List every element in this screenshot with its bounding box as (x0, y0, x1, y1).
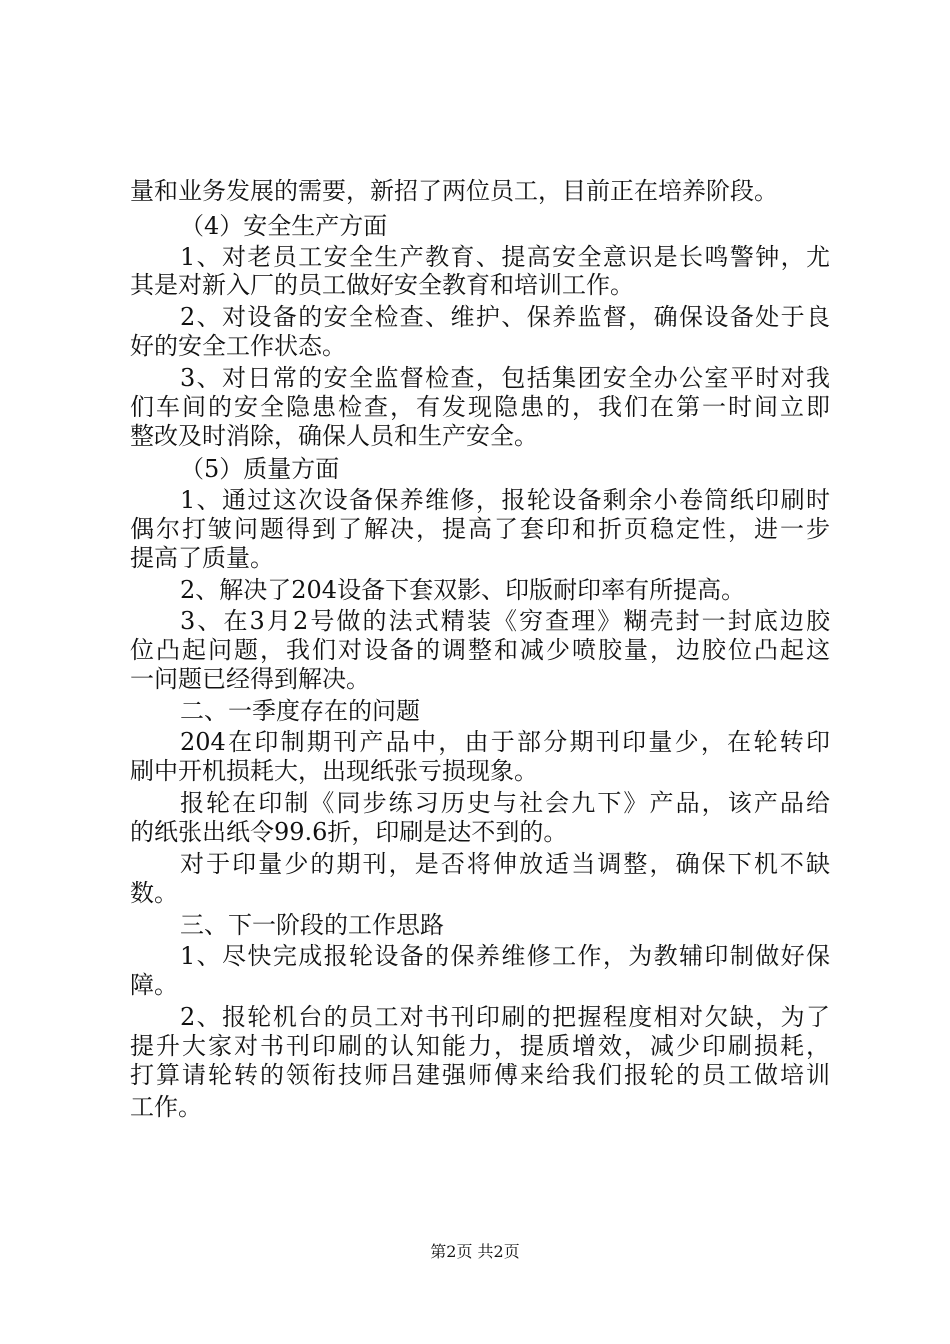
text-line: 1、对老员工安全生产教育、提高安全意识是长鸣警钟，尤 (180, 243, 830, 271)
text-line: 数。 (130, 879, 178, 907)
text-line: 3、对日常的安全监督检查，包括集团安全办公室平时对我 (180, 364, 830, 392)
text-line: 3、在3月2号做的法式精装《穷查理》糊壳封一封底边胶 (180, 607, 830, 635)
text-line: 障。 (130, 971, 178, 999)
section-heading: （4）安全生产方面 (180, 212, 388, 240)
section-heading: 二、一季度存在的问题 (180, 697, 420, 725)
text-line: 报轮在印制《同步练习历史与社会九下》产品，该产品给 (180, 789, 830, 817)
text-line: 1、尽快完成报轮设备的保养维修工作，为教辅印制做好保 (180, 942, 830, 970)
text-line: 量和业务发展的需要，新招了两位员工，目前正在培养阶段。 (130, 177, 778, 205)
text-line: 好的安全工作状态。 (130, 332, 346, 360)
text-line: 偶尔打皱问题得到了解决，提高了套印和折页稳定性，进一步 (130, 515, 830, 543)
text-line: 1、通过这次设备保养维修，报轮设备剩余小卷筒纸印刷时 (180, 486, 830, 514)
text-line: 的纸张出纸令99.6折，印刷是达不到的。 (130, 818, 568, 846)
text-line: 打算请轮转的领衔技师吕建强师傅来给我们报轮的员工做培训 (130, 1061, 830, 1089)
text-line: 刷中开机损耗大，出现纸张亏损现象。 (130, 757, 538, 785)
text-line: 其是对新入厂的员工做好安全教育和培训工作。 (130, 271, 634, 299)
text-line: 2、报轮机台的员工对书刊印刷的把握程度相对欠缺，为了 (180, 1003, 830, 1031)
text-line: 们车间的安全隐患检查，有发现隐患的，我们在第一时间立即 (130, 393, 830, 421)
text-line: 2、解决了204设备下套双影、印版耐印率有所提高。 (180, 576, 746, 604)
text-line: 工作。 (130, 1093, 202, 1121)
text-line: 整改及时消除，确保人员和生产安全。 (130, 422, 538, 450)
text-line: 2、对设备的安全检查、维护、保养监督，确保设备处于良 (180, 303, 830, 331)
page-footer: 第2页 共2页 (430, 1242, 520, 1261)
text-line: 位凸起问题，我们对设备的调整和减少喷胶量，边胶位凸起这 (130, 636, 830, 664)
section-heading: （5）质量方面 (180, 455, 340, 483)
text-line: 一问题已经得到解决。 (130, 665, 370, 693)
text-line: 提升大家对书刊印刷的认知能力，提质增效，减少印刷损耗， (130, 1032, 830, 1060)
text-line: 对于印量少的期刊，是否将伸放适当调整，确保下机不缺 (180, 850, 830, 878)
text-line: 提高了质量。 (130, 544, 274, 572)
section-heading: 三、下一阶段的工作思路 (180, 911, 444, 939)
text-line: 204在印制期刊产品中，由于部分期刊印量少，在轮转印 (180, 728, 830, 756)
